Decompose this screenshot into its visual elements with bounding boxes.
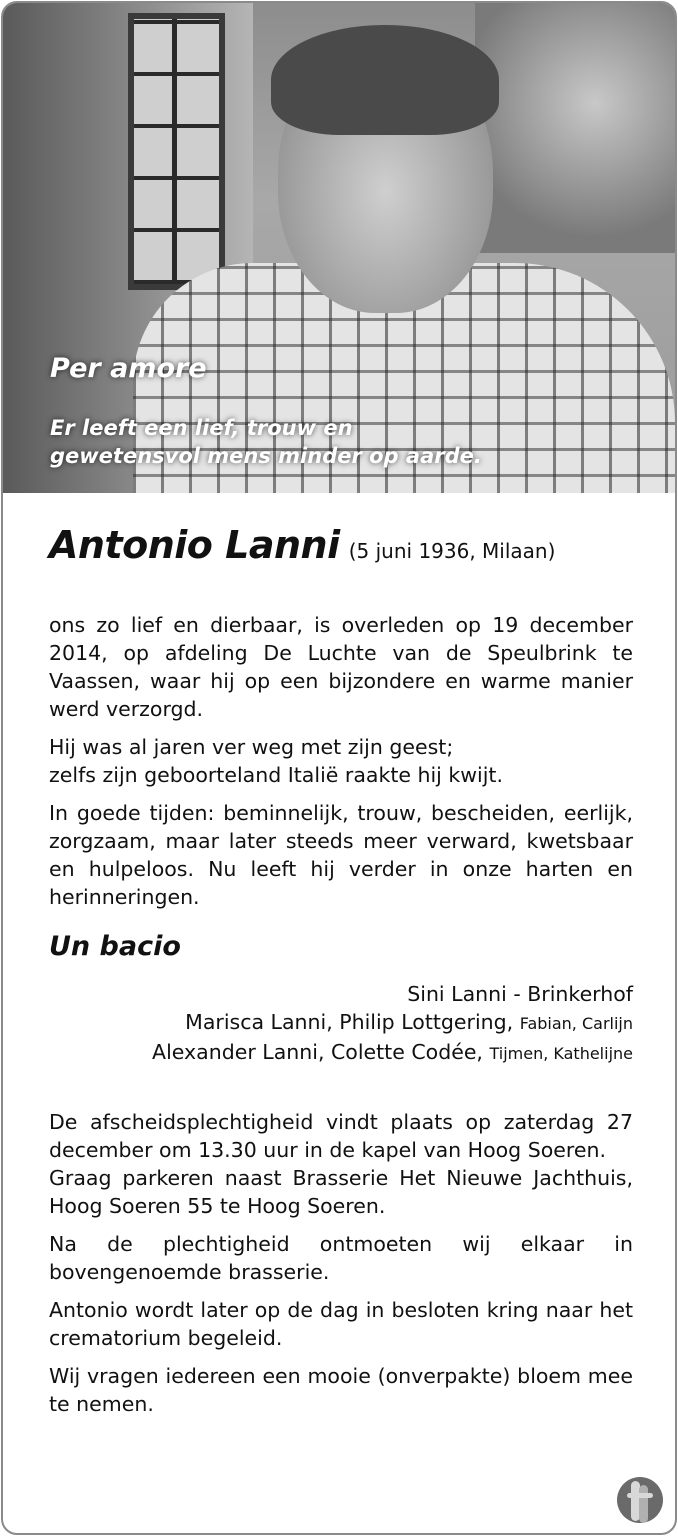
motto: Per amore xyxy=(50,353,207,384)
quote xyxy=(50,414,482,470)
family-line xyxy=(49,1008,633,1038)
photo-window xyxy=(128,13,225,290)
name-line xyxy=(49,523,633,567)
family-list xyxy=(49,980,633,1068)
paragraph: In goede tijden: beminnelijk, trouw, bescheiden, eerlijk, zorgzaam, maar later steeds meer verward, kwetsbaar en hulpeloos. Nu leeft hij verder in onze harten en herinneringen. xyxy=(49,801,633,909)
family-main: Marisca Lanni, Philip Lottgering, xyxy=(185,1010,514,1034)
family-line xyxy=(49,980,633,1008)
funeral-paragraph: Graag parkeren naast Brasserie Het Nieuwe Jachthuis, Hoog Soeren 55 te Hoog Soeren. xyxy=(49,1166,633,1218)
embracing-couple-logo-icon xyxy=(617,1477,663,1523)
obituary-text xyxy=(49,523,633,1418)
family-children: Tijmen, Kathelijne xyxy=(489,1044,633,1063)
obituary-card xyxy=(1,1,677,1535)
portrait-photo xyxy=(3,3,675,493)
funeral-paragraph: De afscheidsplechtigheid vindt plaats op zaterdag 27 december om 13.30 uur in de kapel van Hoog Soeren. xyxy=(49,1110,633,1162)
photo-trees xyxy=(475,3,675,253)
paragraph: ons zo lief en dierbaar, is overleden op 19 december 2014, op afdeling De Luchte van de Speulbrink te Vaassen, waar hij op een bijzondere en warme manier werd verzorgd. xyxy=(49,613,633,721)
funeral-paragraph: Na de plechtigheid ontmoeten wij elkaar in bovengenoemde brasserie. xyxy=(49,1232,633,1284)
funeral-paragraph: Wij vragen iedereen een mooie (onverpakte) bloem mee te nemen. xyxy=(49,1364,633,1416)
paragraph: zelfs zijn geboorteland Italië raakte hij kwijt. xyxy=(49,763,503,787)
family-main: Alexander Lanni, Colette Codée, xyxy=(152,1040,483,1064)
paragraph: Hij was al jaren ver weg met zijn geest; xyxy=(49,735,454,759)
family-line xyxy=(49,1038,633,1068)
quote-line: Er leeft een lief, trouw en xyxy=(50,416,353,440)
deceased-name: Antonio Lanni xyxy=(49,523,340,567)
quote-line: gewetensvol mens minder op aarde. xyxy=(50,444,482,468)
family-children: Fabian, Carlijn xyxy=(519,1014,633,1033)
family-main: Sini Lanni - Brinkerhof xyxy=(407,982,633,1006)
birth-info: (5 juni 1936, Milaan) xyxy=(348,539,556,563)
funeral-paragraph: Antonio wordt later op de dag in besloten kring naar het crematorium begeleid. xyxy=(49,1298,633,1350)
photo-hair xyxy=(271,25,499,135)
farewell-heading: Un bacio xyxy=(49,931,181,962)
